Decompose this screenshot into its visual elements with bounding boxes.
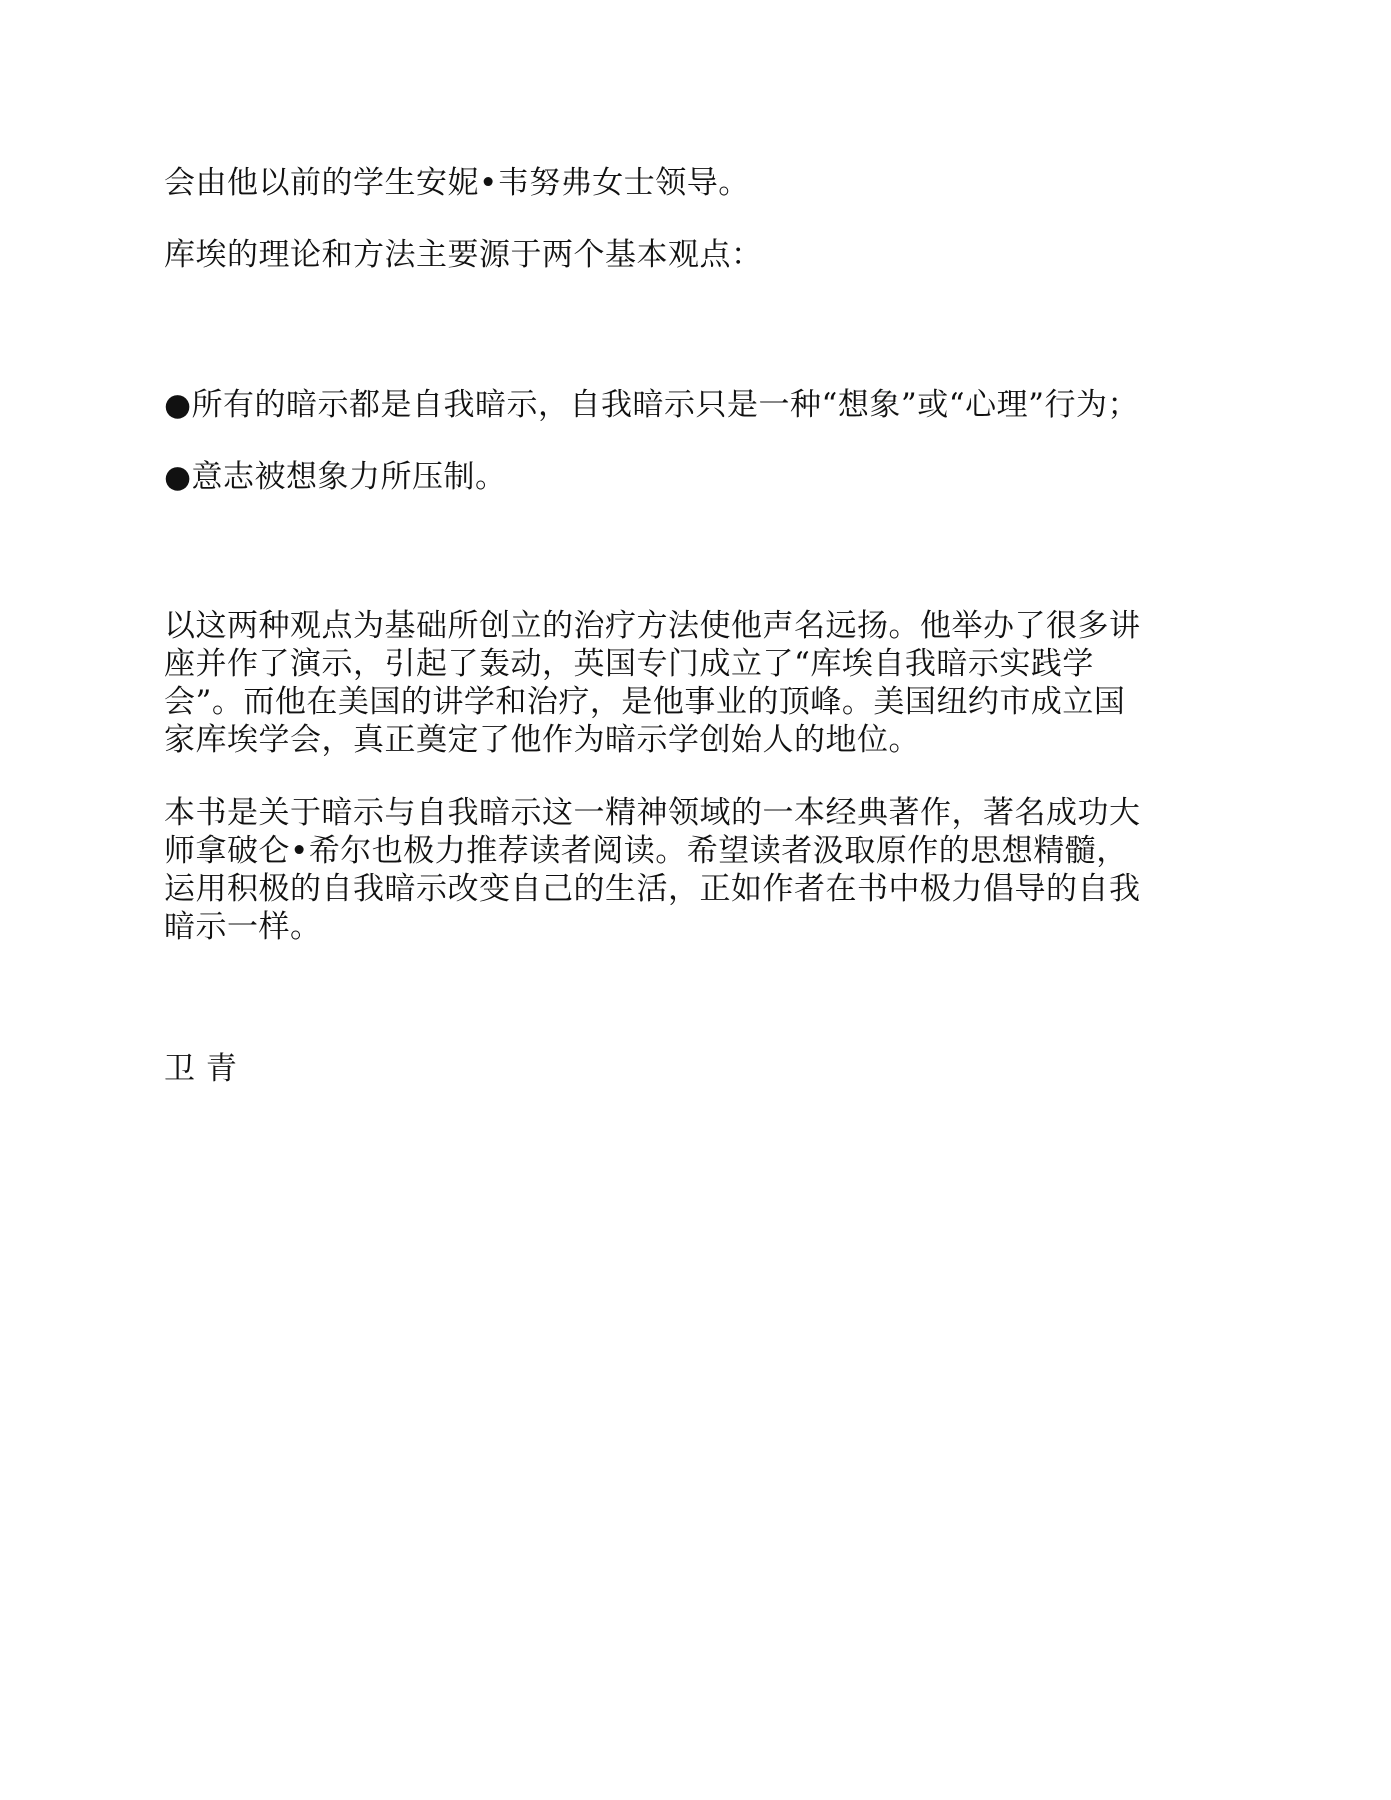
paragraph-2: [164, 794, 1234, 946]
paragraph-2-line: 师拿破仑•希尔也极力推荐读者阅读。希望读者汲取原作的思想精髓，: [164, 833, 1128, 869]
paragraph-2-line: 暗示一样。: [164, 909, 322, 945]
paragraph-1-line: 以这两种观点为基础所创立的治疗方法使他声名远扬。他举办了很多讲: [164, 608, 1141, 644]
paragraph-1-line: 家库埃学会，真正奠定了他作为暗示学创始人的地位。: [164, 722, 920, 758]
paragraph-1-line: 座并作了演示，引起了轰动，英国专门成立了“库埃自我暗示实践学: [164, 646, 1094, 682]
bullet-item-1: ●所有的暗示都是自我暗示，自我暗示只是一种“想象”或“心理”行为；: [164, 387, 1139, 423]
signature: 卫 青: [164, 1051, 238, 1087]
paragraph-2-line: 本书是关于暗示与自我暗示这一精神领域的一本经典著作，著名成功大: [164, 795, 1141, 831]
text-line-intro: 会由他以前的学生安妮•韦努弗女士领导。: [164, 165, 750, 201]
text-line-basic-views: 库埃的理论和方法主要源于两个基本观点：: [164, 237, 763, 273]
paragraph-1-line: 会”。而他在美国的讲学和治疗，是他事业的顶峰。美国纽约市成立国: [164, 684, 1126, 720]
paragraph-2-line: 运用积极的自我暗示改变自己的生活，正如作者在书中极力倡导的自我: [164, 871, 1141, 907]
paragraph-1: [164, 607, 1234, 759]
bullet-item-2: ●意志被想象力所压制。: [164, 459, 507, 495]
